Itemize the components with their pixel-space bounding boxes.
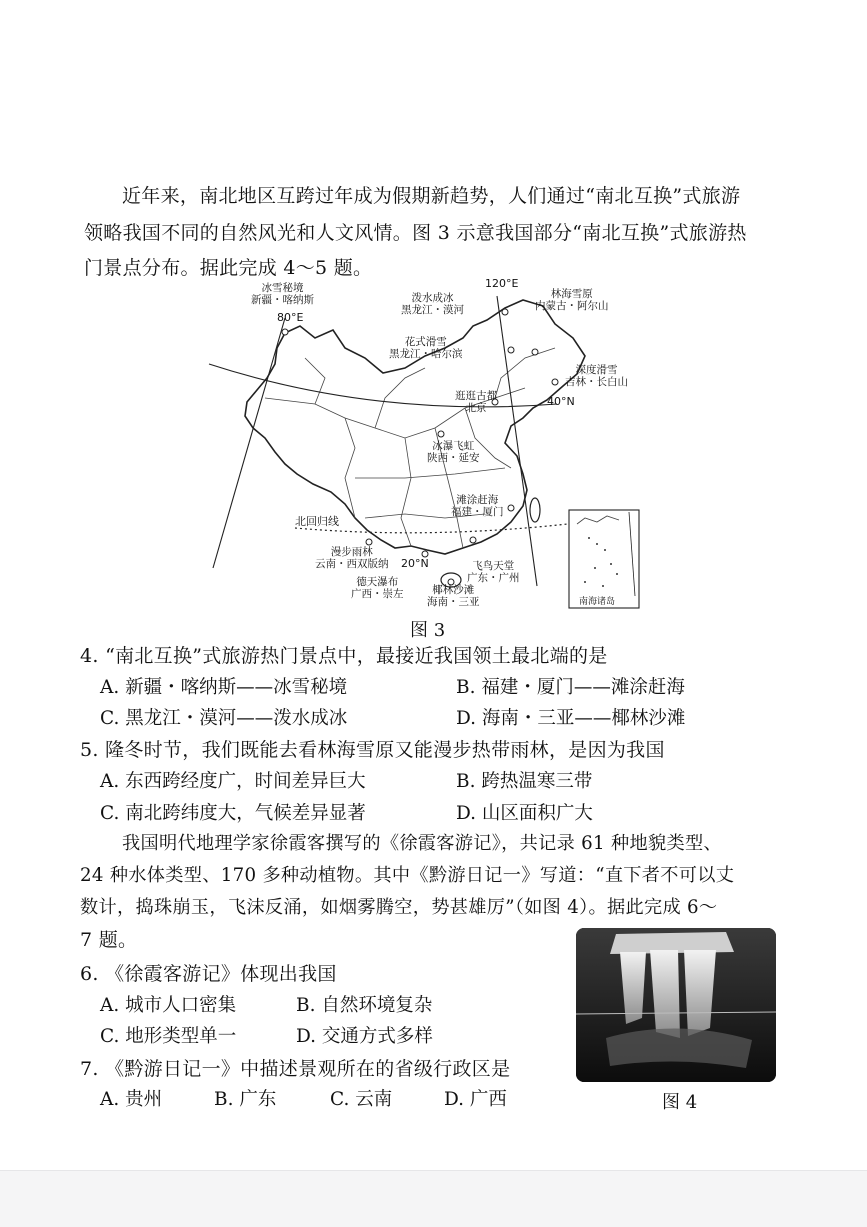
label-chaoshan: 逛逛古都 北京 xyxy=(455,390,497,414)
waterfall-photo xyxy=(576,928,776,1082)
passage2-line1: 我国明代地理学家徐霞客撰写的《徐霞客游记》，共记录 61 种地貌类型、 xyxy=(122,833,722,854)
figure4-caption: 图 4 xyxy=(662,1092,698,1113)
q6-option-c[interactable]: C. 地形类型单一 xyxy=(100,1026,237,1047)
q5-option-b[interactable]: B. 跨热温寒三带 xyxy=(456,771,593,792)
marker-yanan xyxy=(438,431,444,437)
q4-stem: 4. “南北互换”式旅游热门景点中，最接近我国领土最北端的是 xyxy=(80,645,608,667)
q7-option-b[interactable]: B. 广东 xyxy=(214,1089,277,1110)
label-80e: 80°E xyxy=(277,311,304,324)
label-linhai: 林海雪原 内蒙古・阿尔山 xyxy=(535,288,609,312)
q4-option-c[interactable]: C. 黑龙江・漠河——泼水成冰 xyxy=(100,708,348,729)
label-tropic: 北回归线 xyxy=(295,515,339,528)
longitude-80e-line xyxy=(213,318,285,568)
q7-option-d[interactable]: D. 广西 xyxy=(444,1089,507,1110)
marker-arxan xyxy=(532,349,538,355)
label-feiniao: 飞鸟天堂 广东・广州 xyxy=(467,560,520,584)
q6-stem: 6. 《徐霞客游记》体现出我国 xyxy=(80,963,337,985)
label-huashi: 花式滑雪 黑龙江・哈尔滨 xyxy=(389,336,463,360)
q6-option-b[interactable]: B. 自然环境复杂 xyxy=(296,995,433,1016)
q4-option-d[interactable]: D. 海南・三亚——椰林沙滩 xyxy=(456,708,686,729)
marker-guangzhou xyxy=(470,537,476,543)
passage2-line2: 24 种水体类型、170 多种动植物。其中《黔游日记一》写道：“直下者不可以丈 xyxy=(80,865,735,886)
q6-option-a[interactable]: A. 城市人口密集 xyxy=(100,995,237,1016)
q7-option-a[interactable]: A. 贵州 xyxy=(100,1089,163,1110)
map-caption: 图 3 xyxy=(410,620,446,641)
q5-option-c[interactable]: C. 南北跨纬度大，气候差异显著 xyxy=(100,803,366,824)
q7-stem: 7. 《黔游日记一》中描述景观所在的省级行政区是 xyxy=(80,1058,511,1080)
marker-mohe xyxy=(502,309,508,315)
marker-xiamen xyxy=(508,505,514,511)
label-yulin: 漫步雨林 云南・西双版纳 xyxy=(315,546,389,570)
marker-kanas xyxy=(282,329,288,335)
china-map-figure xyxy=(205,278,645,610)
q7-option-c[interactable]: C. 云南 xyxy=(330,1089,393,1110)
label-bingpu: 冰瀑飞虹 陕西・延安 xyxy=(427,440,480,464)
q4-option-b[interactable]: B. 福建・厦门——滩涂赶海 xyxy=(456,677,685,698)
label-yelin: 椰林沙滩 海南・三亚 xyxy=(427,584,480,608)
longitude-120e-line xyxy=(497,296,537,586)
label-detian: 德天瀑布 广西・崇左 xyxy=(351,576,404,600)
q5-stem: 5. 隆冬时节，我们既能去看林海雪原又能漫步热带雨林，是因为我国 xyxy=(80,739,665,761)
q6-option-d[interactable]: D. 交通方式多样 xyxy=(296,1026,433,1047)
label-20n: 20°N xyxy=(401,557,429,570)
passage1-line3: 门景点分布。据此完成 4～5 题。 xyxy=(84,257,373,279)
label-bingxue: 冰雪秘境 新疆・喀纳斯 xyxy=(251,282,314,306)
south-china-sea-inset xyxy=(569,510,639,608)
label-inset: 南海诸岛 xyxy=(579,597,616,607)
q5-option-a[interactable]: A. 东西跨经度广，时间差异巨大 xyxy=(100,771,366,792)
taiwan-island xyxy=(530,498,540,522)
passage1-line2: 领略我国不同的自然风光和人文风情。图 3 示意我国部分“南北互换”式旅游热 xyxy=(84,222,747,244)
passage2-line4: 7 题。 xyxy=(80,929,138,951)
passage1-line1: 近年来，南北地区互跨过年成为假期新趋势，人们通过“南北互换”式旅游 xyxy=(122,185,741,207)
waterfall-image xyxy=(576,928,776,1082)
label-120e: 120°E xyxy=(485,277,519,290)
marker-changbai xyxy=(552,379,558,385)
marker-xishuangbanna xyxy=(366,539,372,545)
label-shendu: 深度滑雪 吉林・长白山 xyxy=(565,364,628,388)
page-bottom-band xyxy=(0,1170,867,1227)
q4-option-a[interactable]: A. 新疆・喀纳斯——冰雪秘境 xyxy=(100,677,348,698)
passage2-line3: 数计，捣珠崩玉，飞沫反涌，如烟雾腾空，势甚雄厉”（如图 4）。据此完成 6～ xyxy=(80,897,718,918)
label-poshui: 泼水成冰 黑龙江・漠河 xyxy=(401,292,464,316)
q5-option-d[interactable]: D. 山区面积广大 xyxy=(456,803,593,824)
label-tantu: 滩涂赶海 福建・厦门 xyxy=(451,494,504,518)
label-40n: 40°N xyxy=(547,395,575,408)
marker-harbin xyxy=(508,347,514,353)
